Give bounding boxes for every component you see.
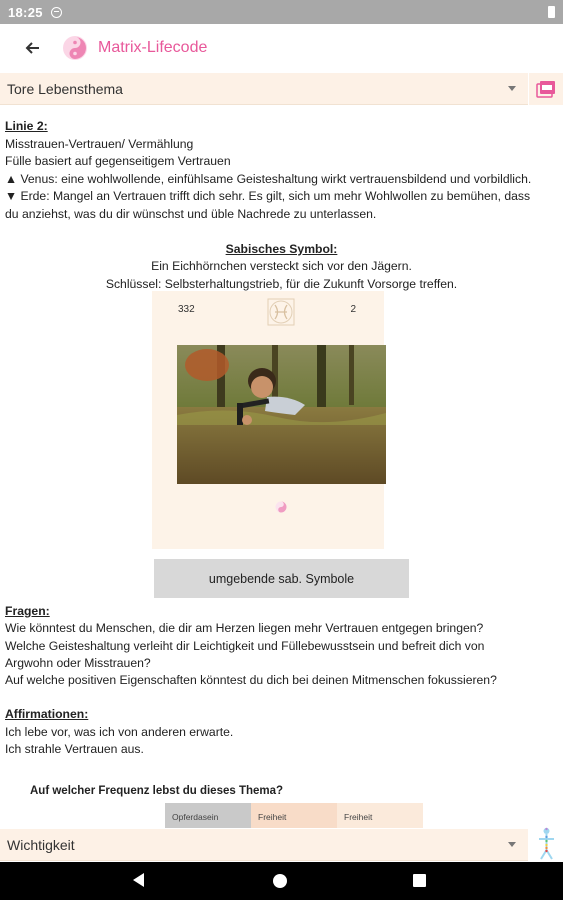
affirmation-item: Ich lebe vor, was ich von anderen erwarte. — [5, 724, 234, 739]
nav-home-icon[interactable] — [273, 874, 287, 888]
app-logo-icon — [62, 35, 88, 61]
arrow-back-icon — [24, 40, 40, 56]
question-item: Auf welche positiven Eigenschaften könntest du dich bei deinen Mitmenschen fokussieren? — [5, 673, 497, 688]
card-logo-icon — [275, 500, 287, 514]
erde-text-2: du anziehst, was du dir wünschst und üble Nachrede zu unterlassen. — [5, 206, 377, 221]
topic-dropdown-value: Tore Lebensthema — [7, 80, 123, 97]
nav-back-icon[interactable] — [133, 873, 144, 887]
question-item: Wie könntest du Menschen, die dir am Herzen liegen mehr Vertrauen entgegen bringen? — [5, 621, 484, 636]
sabian-symbol-text: Ein Eichhörnchen versteckt sich vor den Jägern. — [151, 259, 412, 274]
pisces-zodiac-icon — [266, 297, 296, 327]
navigation-bar — [0, 862, 563, 900]
app-bar — [0, 24, 563, 72]
venus-text: ▲ Venus: eine wohlwollende, einfühlsame Geisteshaltung wirkt vertrauensbildend und vorbildlich. — [5, 171, 532, 186]
questions-heading: Fragen: — [5, 604, 50, 618]
sabian-symbol-card — [152, 291, 384, 549]
frequency-title: Auf welcher Frequenz lebst du dieses Thema? — [30, 785, 284, 797]
frequency-cell-freiheit-2[interactable]: Freiheit — [337, 803, 423, 828]
dropdown-arrow-icon — [508, 842, 516, 847]
importance-dropdown[interactable] — [0, 829, 528, 861]
nav-recents-icon[interactable] — [413, 874, 426, 887]
sabian-key-text: Schlüssel: Selbsterhaltungstrieb, für die Zukunft Vorsorge treffen. — [105, 276, 458, 291]
questions-section — [5, 603, 558, 758]
card-index-number: 2 — [350, 304, 356, 315]
app-title: Matrix-Lifecode — [98, 39, 208, 56]
chakra-figure-icon[interactable] — [530, 826, 563, 862]
line-text: Fülle basiert auf gegenseitigem Vertrauen — [5, 154, 231, 169]
surrounding-symbols-button[interactable]: umgebende sab. Symbole — [154, 559, 409, 598]
status-bar — [0, 0, 563, 24]
sabian-symbol-image — [177, 345, 386, 484]
do-not-disturb-icon — [51, 7, 62, 18]
dropdown-arrow-icon — [508, 86, 516, 91]
pdf-icon — [536, 80, 556, 98]
topic-dropdown[interactable] — [0, 73, 528, 105]
battery-icon — [548, 6, 555, 18]
affirmation-item: Ich strahle Vertrauen aus. — [5, 742, 144, 757]
affirmations-heading: Affirmationen: — [5, 707, 89, 722]
status-time: 18:25 — [8, 4, 43, 20]
line-subtitle: Misstrauen-Vertrauen/ Vermählung — [5, 136, 194, 151]
line-heading: Linie 2: — [5, 119, 48, 133]
question-item: Welche Geisteshaltung verleiht dir Leichtigkeit und Füllebewusstsein und befreit dich von — [5, 638, 485, 653]
erde-text-1: ▼ Erde: Mangel an Vertrauen trifft dich sehr. Es gilt, sich um mehr Wohlwollen zu bemühen, dass — [5, 189, 531, 204]
sabian-heading: Sabisches Symbol: — [225, 241, 338, 256]
back-button[interactable] — [12, 28, 52, 68]
question-item: Argwohn oder Misstrauen? — [5, 655, 151, 670]
card-degree-number: 332 — [178, 304, 195, 315]
frequency-scale — [165, 803, 423, 828]
importance-dropdown-value: Wichtigkeit — [7, 836, 75, 853]
line-section — [5, 118, 558, 293]
frequency-cell-freiheit[interactable]: Freiheit — [251, 803, 337, 828]
frequency-cell-opferdasein[interactable]: Opferdasein — [165, 803, 251, 828]
pdf-export-button[interactable] — [529, 73, 563, 105]
